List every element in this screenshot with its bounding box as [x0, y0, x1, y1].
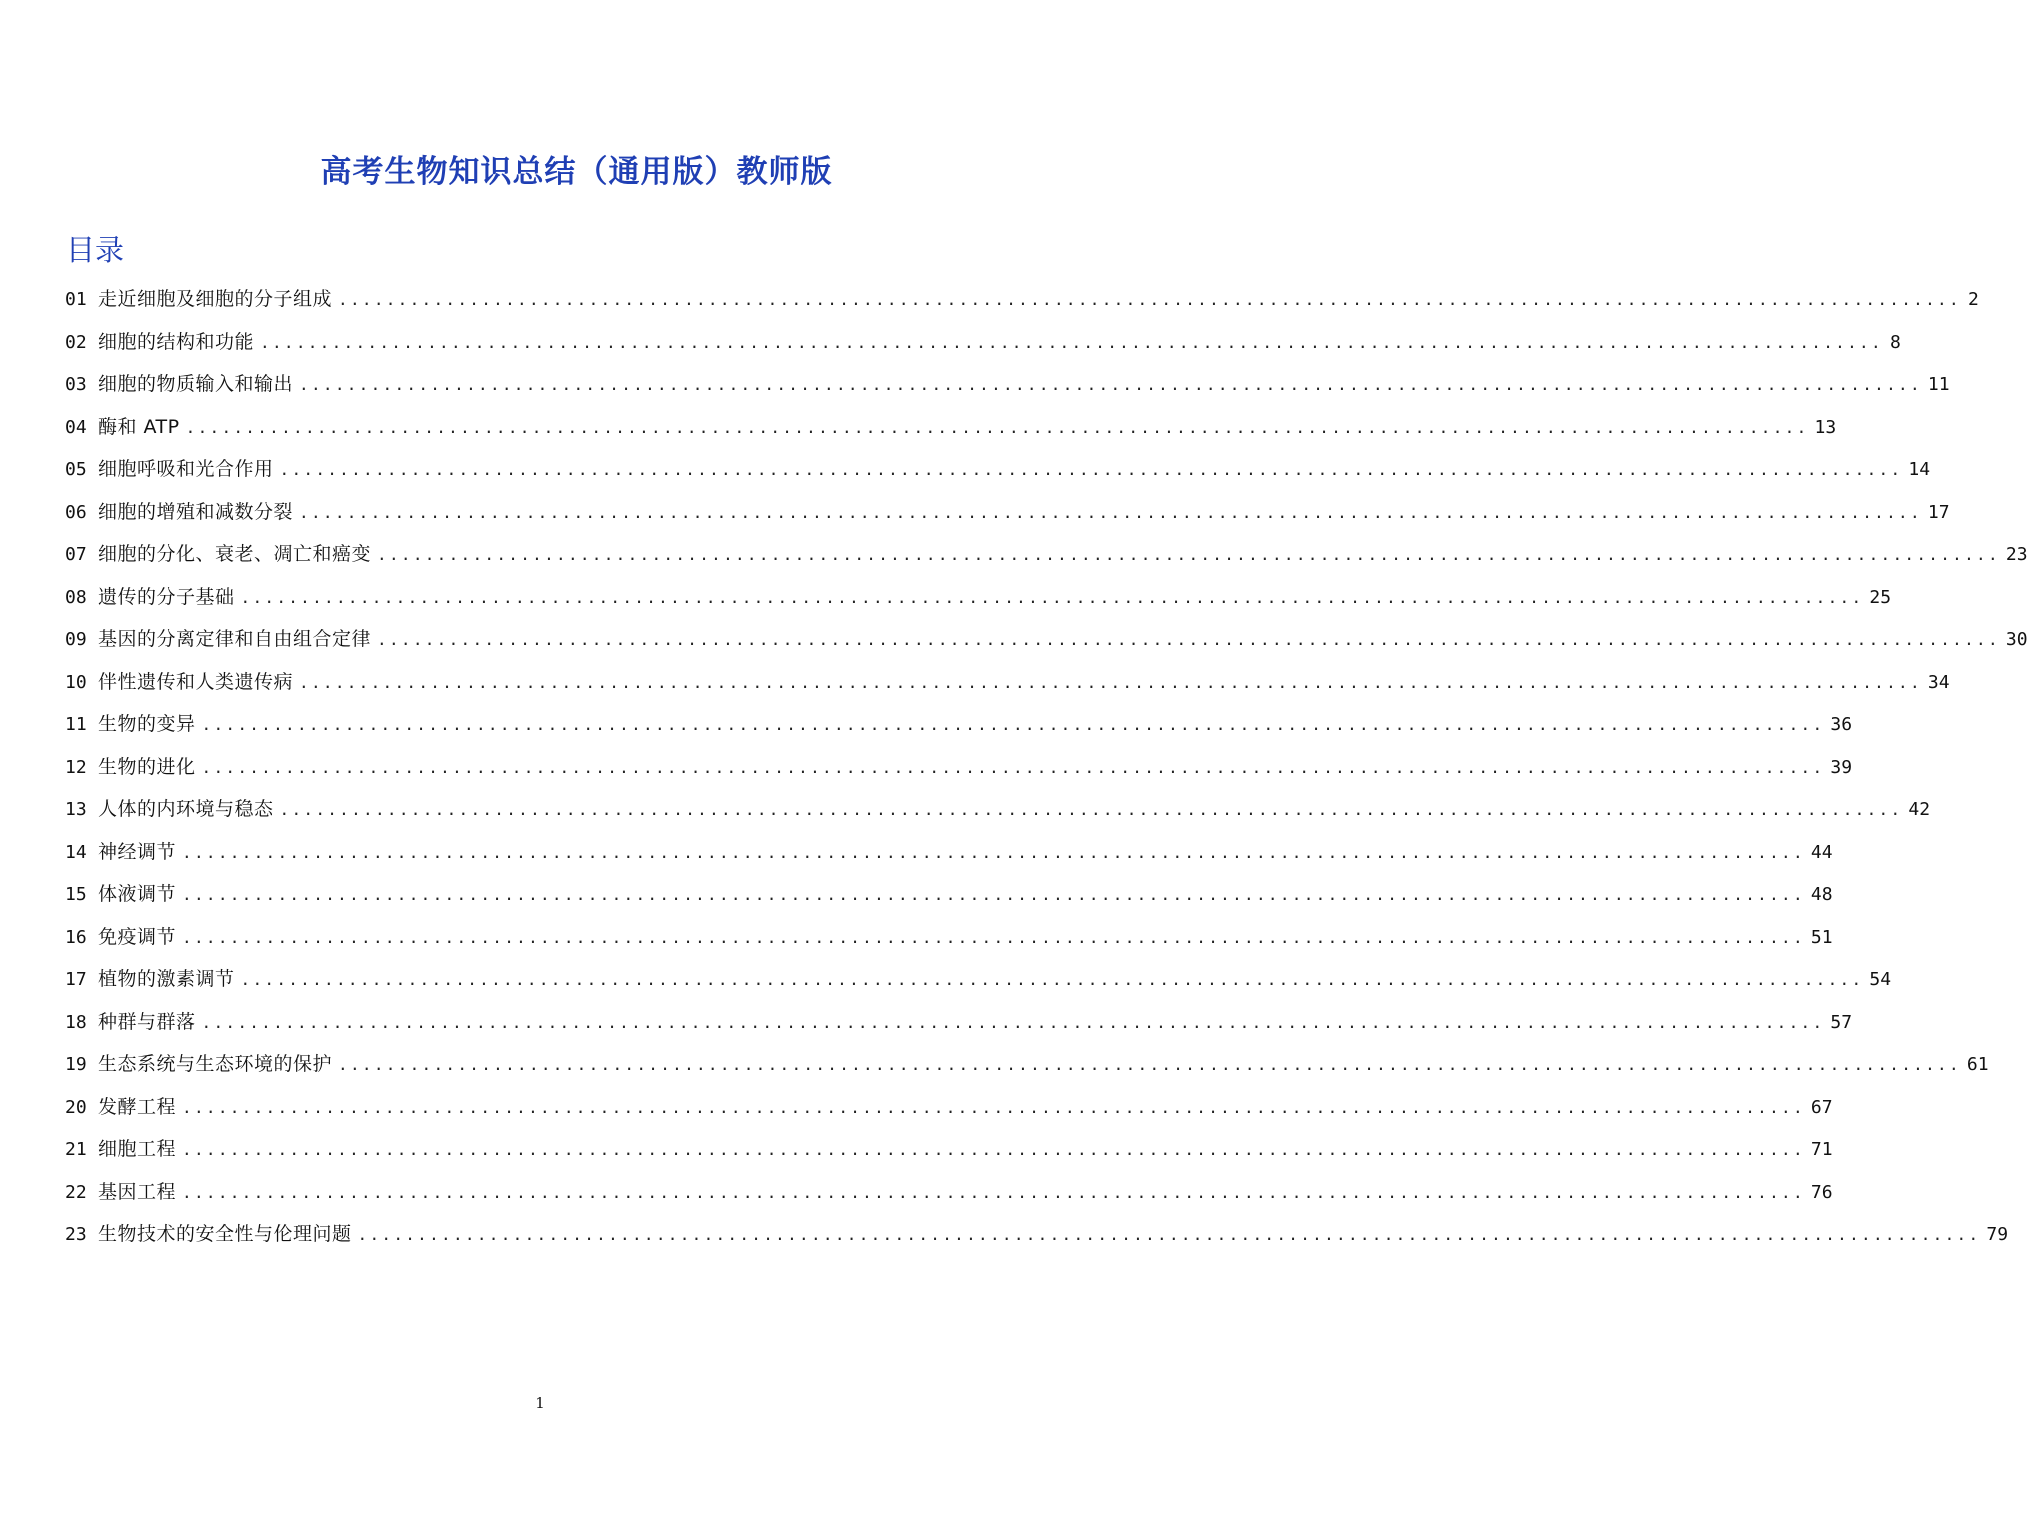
toc-entry[interactable]	[65, 1086, 1833, 1129]
toc-dot-leader: ........................................................................................................................................	[357, 1225, 1981, 1244]
toc-entry-page: 23	[2005, 544, 2028, 565]
toc-dot-leader: ........................................................................................................................................	[299, 502, 1922, 522]
toc-entry[interactable]	[65, 618, 2028, 661]
toc-entry-title: 种群与群落	[98, 1010, 196, 1033]
toc-entry-title: 酶和 ATP	[98, 415, 180, 438]
toc-entry-number: 04	[65, 416, 87, 438]
toc-entry-title: 生物技术的安全性与伦理问题	[98, 1223, 352, 1245]
document-title: 高考生物知识总结（通用版）教师版	[320, 154, 833, 190]
toc-entry-title: 生态系统与生态环境的保护	[98, 1053, 333, 1075]
toc-entry-page: 67	[1810, 1096, 1833, 1118]
toc-entry[interactable]	[65, 873, 1833, 916]
toc-dot-leader: ........................................................................................................................................	[279, 800, 1903, 819]
toc-entry-title: 免疫调节	[98, 925, 177, 948]
toc-dot-leader: ........................................................................................................................................	[260, 332, 1883, 352]
toc-entry-number: 21	[65, 1139, 87, 1160]
toc-entry-number: 10	[65, 671, 87, 693]
toc-entry-page: 11	[1927, 374, 1950, 395]
toc-dot-leader: ........................................................................................................................................	[201, 1012, 1825, 1032]
toc-entry[interactable]	[65, 1171, 1833, 1214]
toc-entry-title: 体液调节	[98, 883, 177, 905]
toc-entry-page: 57	[1830, 1011, 1853, 1033]
toc-entry[interactable]	[65, 1001, 1853, 1044]
toc-dot-leader: ........................................................................................................................................	[201, 715, 1825, 734]
toc-entry[interactable]	[65, 363, 1950, 406]
toc-entry-title: 植物的激素调节	[98, 968, 235, 990]
toc-dot-leader: ........................................................................................................................................	[240, 587, 1864, 607]
toc-entry-title: 生物的进化	[98, 755, 196, 778]
toc-entry-page: 13	[1814, 416, 1837, 438]
toc-entry-number: 14	[65, 841, 87, 863]
toc-dot-leader: ........................................................................................................................................	[182, 1097, 1805, 1117]
toc-entry[interactable]	[65, 788, 1931, 831]
toc-entry-number: 13	[65, 799, 87, 820]
toc-entry-number: 12	[65, 756, 87, 778]
toc-entry-page: 51	[1810, 926, 1833, 948]
toc-entry-page: 79	[1986, 1224, 2009, 1245]
toc-entry[interactable]	[65, 661, 1950, 704]
toc-heading: 目录	[66, 233, 125, 267]
toc-entry[interactable]	[65, 321, 1901, 364]
toc-entry-number: 11	[65, 714, 87, 735]
toc-entry-number: 09	[65, 629, 87, 650]
toc-entry[interactable]	[65, 278, 1979, 321]
page-number: 1	[535, 1394, 545, 1412]
toc-dot-leader: ........................................................................................................................................	[279, 460, 1903, 479]
toc-entry-title: 走近细胞及细胞的分子组成	[98, 288, 333, 310]
toc-dot-leader: ........................................................................................................................................	[182, 885, 1805, 904]
toc-entry-title: 细胞的增殖和减数分裂	[98, 500, 294, 523]
toc-entry[interactable]	[65, 746, 1853, 789]
toc-entry-title: 神经调节	[98, 840, 177, 863]
toc-entry-page: 34	[1927, 671, 1950, 693]
toc-entry-page: 30	[2005, 629, 2028, 650]
toc-entry-title: 伴性遗传和人类遗传病	[98, 670, 294, 693]
toc-entry[interactable]	[65, 576, 1892, 619]
toc-entry-number: 15	[65, 884, 87, 905]
toc-entry-number: 16	[65, 926, 87, 948]
toc-dot-leader: ........................................................................................................................................	[182, 842, 1805, 862]
toc-dot-leader: ........................................................................................................................................	[182, 1140, 1805, 1159]
toc-entry-number: 08	[65, 586, 87, 608]
toc-entry-number: 01	[65, 289, 87, 310]
toc-entry-number: 18	[65, 1011, 87, 1033]
toc-entry[interactable]	[65, 1043, 1989, 1086]
toc-entry[interactable]	[65, 916, 1833, 959]
toc-dot-leader: ........................................................................................................................................	[377, 630, 2000, 649]
toc-dot-leader: ........................................................................................................................................	[299, 375, 1922, 394]
toc-dot-leader: ........................................................................................................................................	[182, 1182, 1805, 1202]
toc-entry-title: 人体的内环境与稳态	[98, 798, 274, 820]
toc-entry[interactable]	[65, 1213, 2009, 1256]
toc-entry-number: 06	[65, 501, 87, 523]
toc-entry-number: 07	[65, 544, 87, 565]
toc-entry-title: 基因的分离定律和自由组合定律	[98, 628, 372, 650]
toc-entry-title: 细胞工程	[98, 1138, 177, 1160]
toc-entry-page: 14	[1908, 459, 1931, 480]
toc-entry-title: 细胞的物质输入和输出	[98, 373, 294, 395]
table-of-contents	[65, 278, 2028, 1256]
toc-entry-number: 19	[65, 1054, 87, 1075]
toc-entry-title: 遗传的分子基础	[98, 585, 235, 608]
toc-entry[interactable]	[65, 448, 1931, 491]
toc-dot-leader: ........................................................................................................................................	[338, 1055, 1961, 1074]
toc-entry-title: 细胞呼吸和光合作用	[98, 458, 274, 480]
toc-entry-number: 17	[65, 969, 87, 990]
toc-entry-page: 61	[1966, 1054, 1989, 1075]
toc-dot-leader: ........................................................................................................................................	[182, 927, 1805, 947]
toc-entry-number: 03	[65, 374, 87, 395]
toc-dot-leader: ........................................................................................................................................	[201, 757, 1825, 777]
toc-entry-page: 48	[1810, 884, 1833, 905]
toc-entry-title: 生物的变异	[98, 713, 196, 735]
toc-entry-page: 8	[1890, 331, 1901, 353]
toc-entry-number: 02	[65, 331, 87, 353]
toc-entry[interactable]	[65, 703, 1853, 746]
toc-entry-page: 25	[1869, 586, 1892, 608]
toc-dot-leader: ........................................................................................................................................	[240, 970, 1864, 989]
toc-entry-number: 20	[65, 1096, 87, 1118]
toc-entry-page: 76	[1810, 1181, 1833, 1203]
toc-entry-page: 71	[1810, 1139, 1833, 1160]
toc-entry[interactable]	[65, 533, 2028, 576]
toc-entry[interactable]	[65, 491, 1950, 534]
toc-entry-title: 基因工程	[98, 1180, 177, 1203]
toc-dot-leader: ........................................................................................................................................	[338, 290, 1961, 309]
toc-entry-title: 细胞的结构和功能	[98, 330, 255, 353]
toc-entry-page: 36	[1830, 714, 1853, 735]
toc-entry-title: 发酵工程	[98, 1095, 177, 1118]
toc-entry-number: 23	[65, 1224, 87, 1245]
toc-entry-title: 细胞的分化、衰老、凋亡和癌变	[98, 543, 372, 565]
toc-entry-page: 44	[1810, 841, 1833, 863]
toc-entry-number: 05	[65, 459, 87, 480]
toc-entry-page: 17	[1927, 501, 1950, 523]
toc-entry[interactable]	[65, 831, 1833, 874]
toc-dot-leader: ........................................................................................................................................	[185, 417, 1809, 437]
toc-entry[interactable]	[65, 1128, 1833, 1171]
toc-entry-page: 54	[1869, 969, 1892, 990]
toc-entry-number: 22	[65, 1181, 87, 1203]
toc-entry-page: 42	[1908, 799, 1931, 820]
toc-entry-page: 2	[1968, 289, 1979, 310]
toc-dot-leader: ........................................................................................................................................	[377, 545, 2000, 564]
toc-entry[interactable]	[65, 406, 1837, 449]
toc-dot-leader: ........................................................................................................................................	[299, 672, 1922, 692]
toc-entry[interactable]	[65, 958, 1892, 1001]
toc-entry-page: 39	[1830, 756, 1853, 778]
